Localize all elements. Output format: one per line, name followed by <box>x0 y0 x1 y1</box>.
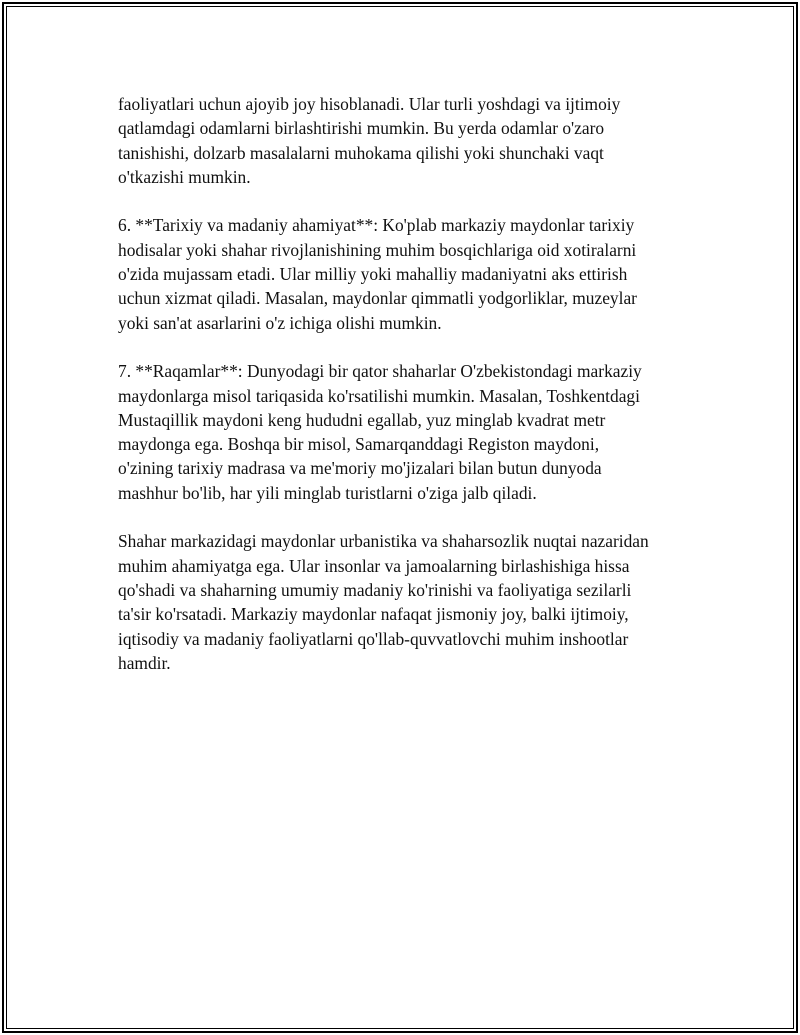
paragraph-continuation: faoliyatlari uchun ajoyib joy hisoblanadi. Ular turli yoshdagi va ijtimoiy qatlamdagi odamlarni birlashtirishi mumkin. Bu yerda odamlar o'zaro tanishishi, dolzarb masalalarni muhokama qilishi yoki shunchaki vaqt o'tkazishi mumkin. <box>118 94 621 187</box>
paragraph-numbers: 7. **Raqamlar**: Dunyodagi bir qator shaharlar O'zbekistondagi markaziy maydonlarga misol tariqasida ko'rsatilishi mumkin. Masalan, Toshkentdagi Mustaqillik maydoni keng hududni egallab, yuz minglab kvadrat metr maydonga ega. Boshqa bir misol, Samarqanddagi Registon maydoni, o'zining tarixiy madrasa va me'moriy mo'jizalari bilan butun dunyoda mashhur bo'lib, har yili minglab turistlarni o'ziga jalb qiladi. <box>118 361 642 503</box>
paragraph-historical-significance: 6. **Tarixiy va madaniy ahamiyat**: Ko'plab markaziy maydonlar tarixiy hodisalar yoki shahar rivojlanishining muhim bosqichlariga oid xotiralarni o'zida mujassam etadi. Ular milliy yoki mahalliy madaniyatni aks ettirish uchun xizmat qiladi. Masalan, maydonlar qimmatli yodgorliklar, muzeylar yoki san'at asarlarini o'z ichiga olishi mumkin. <box>118 215 637 333</box>
document-body <box>118 92 698 699</box>
paragraph-conclusion: Shahar markazidagi maydonlar urbanistika va shaharsozlik nuqtai nazaridan muhim ahamiyatga ega. Ular insonlar va jamoalarning birlashishiga hissa qo'shadi va shaharning umumiy madaniy ko'rinishi va faoliyatiga sezilarli ta'sir ko'rsatadi. Markaziy maydonlar nafaqat jismoniy joy, balki ijtimoiy, iqtisodiy va madaniy faoliyatlarni qo'llab-quvvatlovchi muhim inshootlar hamdir. <box>118 531 649 673</box>
